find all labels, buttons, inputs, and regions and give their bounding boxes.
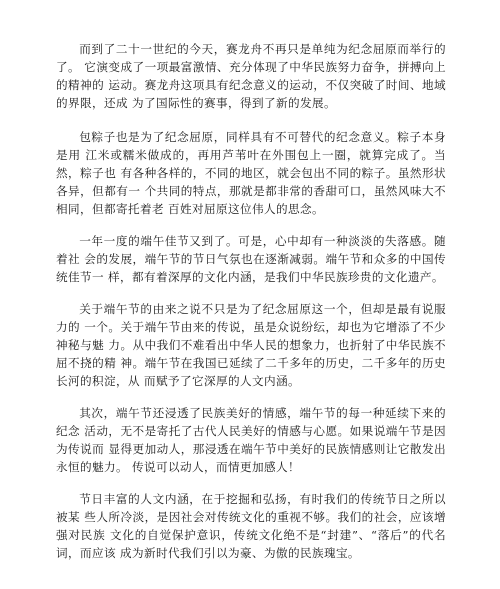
paragraph-dragon-boat-race: 而到了二十一世纪的今天，赛龙舟不再只是单纯为纪念屈原而举行的了。 它演变成了一项最富激情、充分体现了中华民族努力奋争，拼搏向上的精神的 运动。赛龙舟这项具有纪念意义的运动，不仅突破了时间、地域的界限，还成 为了国际性的赛事，得到了新的发展。 (56, 42, 446, 110)
paragraph-festival-atmosphere: 一年一度的端午佳节又到了。可是，心中却有一种淡淡的失落感。随着社 会的发展，端午节的节日气氛也在逐渐减弱。端午节和众多的中国传统佳节一 样，都有着深厚的文化内涵，是我们中华民族珍贵的文化遗产。 (56, 234, 446, 284)
paragraph-zongzi: 包粽子也是为了纪念屈原，同样具有不可替代的纪念意义。粽子本身是用 江米或糯米做成的，再用芦苇叶在外围包上一圈，就算完成了。当然，粽子也 有各种各样的，不同的地区，就会包出不同的粽子。虽然形状各异，但都有一 个共同的特点，那就是都非常的香甜可口，虽然风味大不相同，但都寄托着老 百姓对屈原这位伟人的思念。 (56, 130, 446, 216)
paragraph-national-emotion: 其次，端午节还浸透了民族美好的情感，端午节的每一种延续下来的纪念 活动，无不是寄托了古代人民美好的情感与心愿。如果说端午节是因为传说而 显得更加动人，那浸透在端午节中美好的民族情感则让它散发出永恒的魅力。 传说可以动人，而情更加感人！ (56, 406, 446, 474)
paragraph-festival-origin: 关于端午节的由来之说不只是为了纪念屈原这一个，但却是最有说服力的 一个。关于端午节由来的传说，虽是众说纷纭，却也为它增添了不少神秘与魅 力。从中我们不难看出中华人民的想象力，也折射了中华民族不屈不挠的精 神。端午节在我国已延续了二千多年的历史，二千多年的历史长河的积淀，从 而赋予了它深厚的人文内涵。 (56, 302, 446, 388)
paragraph-cultural-heritage: 节日丰富的人文内涵，在于挖掘和弘扬，有时我们的传统节日之所以被某 些人所冷淡，是因社会对传统文化的重视不够。我们的社会，应该增强对民族 文化的自觉保护意识，传统文化绝不是“封建”、“落后”的代名词，而应该 成为新时代我们引以为豪、为傲的民族瑰宝。 (56, 492, 446, 560)
